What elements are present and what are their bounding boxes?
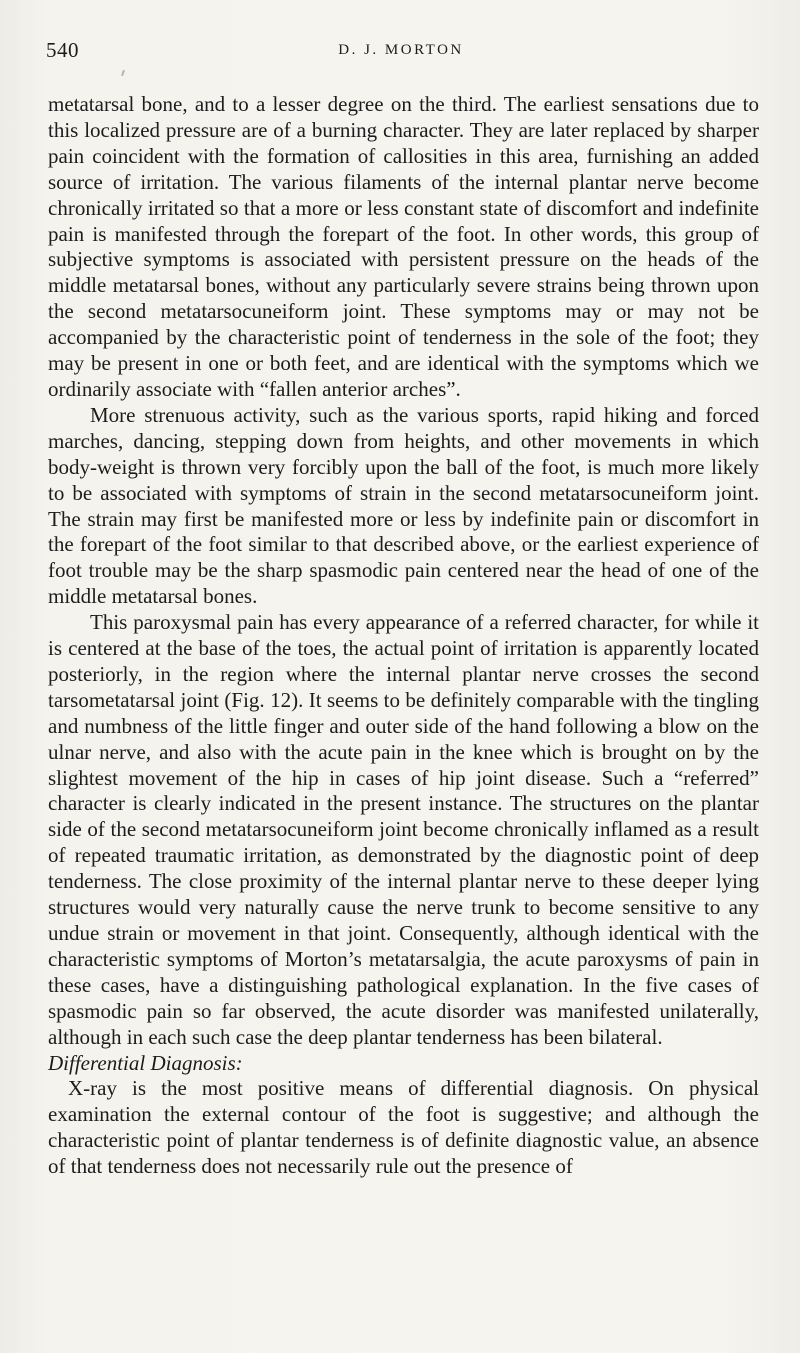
section-heading: Differential Diagnosis: — [48, 1050, 243, 1075]
header-author: D. J. MORTON — [338, 42, 464, 58]
running-head — [46, 38, 756, 68]
article-body — [48, 92, 759, 1180]
paragraph-1: metatarsal bone, and to a lesser degree on the third. The earliest sensations due to this localized pressure are of a burning character. They are later replaced by sharper pain coincident with the formation of callosities in this area, furnishing an added source of irritation. The various filaments of the internal plantar nerve become chronically irritated so that a more or less constant state of discomfort and indefinite pain is manifested through the forepart of the foot. In other words, this group of subjective symptoms is associated with persistent pressure on the heads of the middle metatarsal bones, without any particularly severe strains being thrown upon the second metatarsocuneiform joint. These symptoms may or may not be accompanied by the characteristic point of tenderness in the sole of the foot; they may be present in one or both feet, and are identical with the symptoms which we ordinarily associate with “fallen anterior arches”. — [48, 92, 759, 401]
paragraph-3: This paroxysmal pain has every appearance of a referred character, for while it is centered at the base of the toes, the actual point of irritation is apparently located posteriorly, in the region where the internal plantar nerve crosses the second tarsometatarsal joint (Fig. 12). It seems to be definitely comparable with the tingling and numbness of the little finger and outer side of the hand following a blow on the ulnar nerve, and also with the acute pain in the knee which is brought on by the slightest movement of the hip in cases of hip joint disease. Such a “referred” character is clearly indicated in the present instance. The structures on the plantar side of the second metatarsocuneiform joint become chronically inflamed as a result of repeated traumatic irritation, as demonstrated by the diagnostic point of deep tenderness. The close proximity of the internal plantar nerve to these deeper lying structures would very naturally cause the nerve trunk to become sensitive to any undue strain or movement in that joint. Consequently, although identical with the characteristic symptoms of Morton’s metatarsalgia, the acute paroxysms of pain in these cases, have a distinguishing pathological explanation. In the five cases of spasmodic pain so far observed, the acute disorder was manifested unilaterally, although in each such case the deep plantar tenderness has been bilateral. — [48, 610, 759, 1049]
paragraph-2: More strenuous activity, such as the various sports, rapid hiking and forced marches, dancing, stepping down from heights, and other movements in which body-weight is thrown very forcibly upon the ball of the foot, is much more likely to be associated with symptoms of strain in the second metatarsocuneiform joint. The strain may first be manifested more or less by indefinite pain or discomfort in the forepart of the foot similar to that described above, or the earliest experience of foot trouble may be the sharp spasmodic pain centered near the head of one of the middle metatarsal bones. — [48, 402, 759, 609]
paper-speck — [121, 70, 125, 76]
section-paragraph: X-ray is the most positive means of differential diagnosis. On physical examination the external contour of the foot is suggestive; and although the characteristic point of plantar tenderness is of definite diagnostic value, an absence of that tenderness does not necessarily rule out the presence of — [48, 1076, 759, 1179]
page-number: 540 — [46, 38, 79, 62]
